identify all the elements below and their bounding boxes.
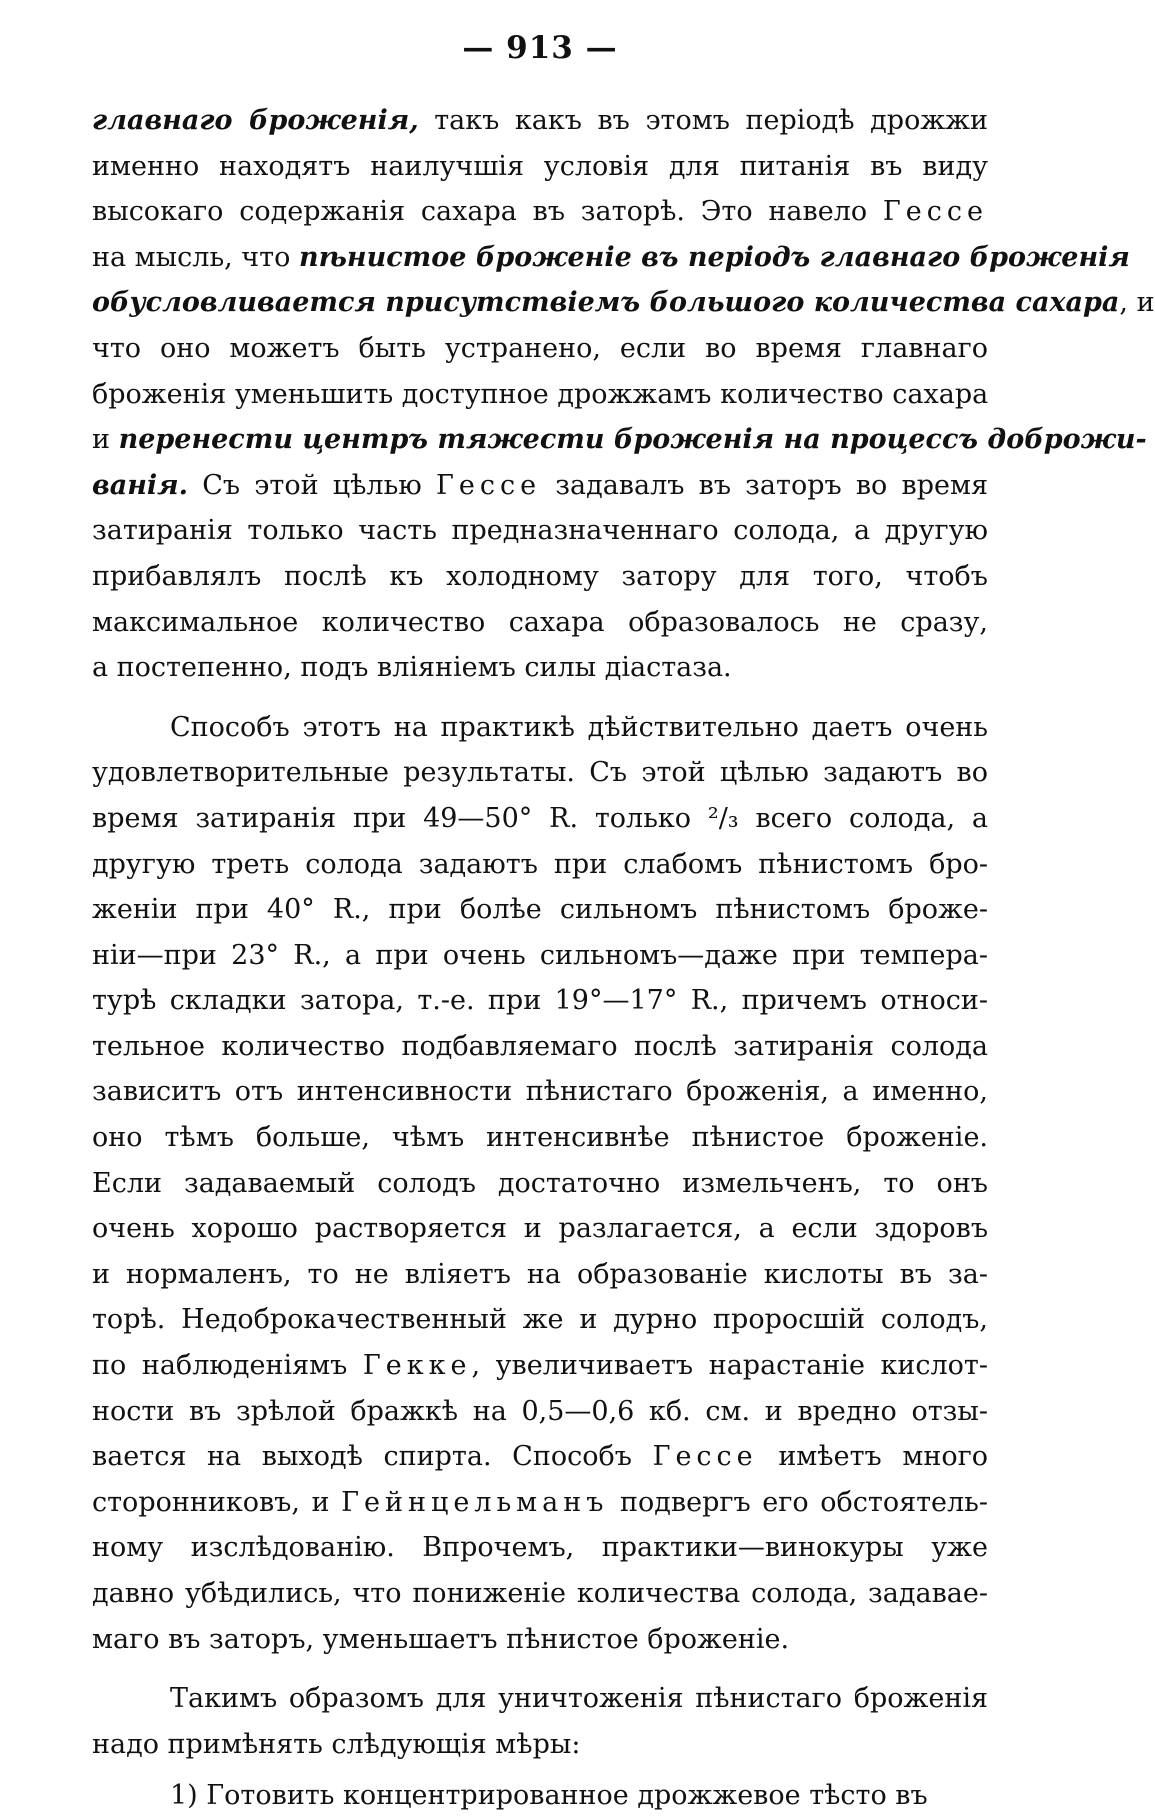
text-run: высокаго содержанія сахара въ заторѣ. Это навело bbox=[92, 196, 883, 228]
italic-text: главнаго броженія, bbox=[92, 105, 419, 136]
italic-text: ванія. bbox=[92, 469, 189, 501]
text-line: именно находятъ наилучшія условія для питанія въ виду bbox=[92, 150, 988, 182]
author-name: Гейнцельманъ bbox=[341, 1486, 609, 1518]
paragraph-2 bbox=[92, 705, 988, 1662]
text-line bbox=[92, 463, 988, 509]
text-line: надо примѣнять слѣдующія мѣры: bbox=[92, 1728, 581, 1760]
text-line: время затиранія при 49—50° R. только ²/₃ всего солода, а bbox=[92, 802, 988, 834]
text-run: Съ этой цѣлью bbox=[188, 469, 436, 501]
text-line bbox=[92, 1480, 988, 1526]
text-line bbox=[92, 1343, 988, 1389]
text-line bbox=[92, 417, 1147, 463]
text-line: зависитъ отъ интенсивности пѣнистаго броженія, а именно, bbox=[92, 1076, 988, 1108]
text-line: оно тѣмъ больше, чѣмъ интенсивнѣе пѣнистое броженіе. bbox=[92, 1122, 988, 1154]
text-run: по наблюденіямъ bbox=[92, 1350, 363, 1382]
text-run: такъ какъ въ этомъ періодѣ дрожжи bbox=[418, 105, 988, 136]
text-line: Такимъ образомъ для уничтоженія пѣнистаго броженія bbox=[170, 1683, 988, 1715]
text-line: прибавлялъ послѣ къ холодному затору для того, чтобъ bbox=[92, 560, 988, 592]
italic-text: перенести центръ тяжести броженія на процессъ доброжи- bbox=[118, 424, 1147, 456]
text-line bbox=[92, 235, 1130, 281]
text-line: затиранія только часть предназначеннаго солода, а другую bbox=[92, 515, 988, 547]
list-item: 1) Готовить концентрированное дрожжевое тѣсто въ bbox=[170, 1780, 928, 1812]
text-line: турѣ складки затора, т.-е. при 19°—17° R., причемъ относи- bbox=[92, 985, 988, 1017]
text-line: маго въ заторъ, уменьшаетъ пѣнистое броженіе. bbox=[92, 1623, 790, 1655]
italic-text: пѣнистое броженіе въ періодъ главнаго броженія bbox=[298, 241, 1130, 273]
text-line: другую треть солода задаютъ при слабомъ пѣнистомъ бро- bbox=[92, 848, 988, 880]
text-run: имѣетъ много bbox=[757, 1441, 988, 1473]
text-line bbox=[92, 189, 988, 235]
text-run: , увеличиваетъ нарастаніе кислот- bbox=[471, 1350, 988, 1382]
text-line: Способъ этотъ на практикѣ дѣйствительно даетъ очень bbox=[170, 711, 988, 743]
text-line: броженія уменьшить доступное дрожжамъ количество сахара bbox=[92, 378, 989, 410]
text-line: торѣ. Недоброкачественный же и дурно проросшій солодъ, bbox=[92, 1304, 988, 1336]
text-line: очень хорошо растворяется и разлагается, а если здоровъ bbox=[92, 1213, 988, 1245]
text-run: вается на выходѣ спирта. Способъ bbox=[92, 1441, 653, 1473]
text-line bbox=[92, 1434, 988, 1480]
text-run: подвергъ его обстоятель- bbox=[608, 1486, 989, 1518]
text-line: удовлетворительные результаты. Съ этой цѣлью задаютъ во bbox=[92, 757, 988, 789]
text-line: ному изслѣдованію. Впрочемъ, практики—винокуры уже bbox=[92, 1532, 988, 1564]
text-line: а постепенно, подъ вліяніемъ силы діастаза. bbox=[92, 652, 732, 684]
text-line: давно убѣдились, что пониженіе количества солода, задавае- bbox=[92, 1578, 988, 1609]
italic-text: обусловливается присутствіемъ большого количества сахара bbox=[92, 287, 1120, 319]
paragraph-3 bbox=[92, 1676, 988, 1767]
author-name: Гессе bbox=[882, 196, 988, 228]
page-number: — 913 — bbox=[462, 30, 618, 66]
text-line bbox=[92, 280, 1155, 326]
author-name: Гекке bbox=[362, 1350, 472, 1382]
text-run: и bbox=[92, 424, 119, 456]
text-line: ніи—при 23° R., а при очень сильномъ—даже при темпера- bbox=[92, 939, 988, 971]
text-line: тельное количество подбавляемаго послѣ затиранія солода bbox=[92, 1030, 988, 1062]
text-line: максимальное количество сахара образовалось не сразу, bbox=[92, 606, 988, 638]
author-name: Гессе bbox=[435, 469, 542, 501]
text-line: женіи при 40° R., при болѣе сильномъ пѣнистомъ броже- bbox=[92, 894, 988, 926]
text-line: что оно можетъ быть устранено, если во время главнаго bbox=[92, 332, 988, 364]
text-run: задавалъ въ заторъ во время bbox=[541, 469, 988, 501]
text-run: , и bbox=[1119, 287, 1155, 319]
text-run: на мысль, что bbox=[92, 241, 299, 273]
author-name: Гессе bbox=[652, 1441, 758, 1473]
text-line bbox=[92, 98, 988, 144]
paragraph-1 bbox=[92, 98, 1155, 691]
text-line: и нормаленъ, то не вліяетъ на образованіе кислоты въ за- bbox=[92, 1258, 988, 1290]
text-line: ности въ зрѣлой бражкѣ на 0,5—0,6 кб. см. и вредно отзы- bbox=[92, 1395, 988, 1427]
text-line: Если задаваемый солодъ достаточно измельченъ, то онъ bbox=[92, 1167, 988, 1199]
text-run: сторонниковъ, и bbox=[92, 1486, 342, 1518]
